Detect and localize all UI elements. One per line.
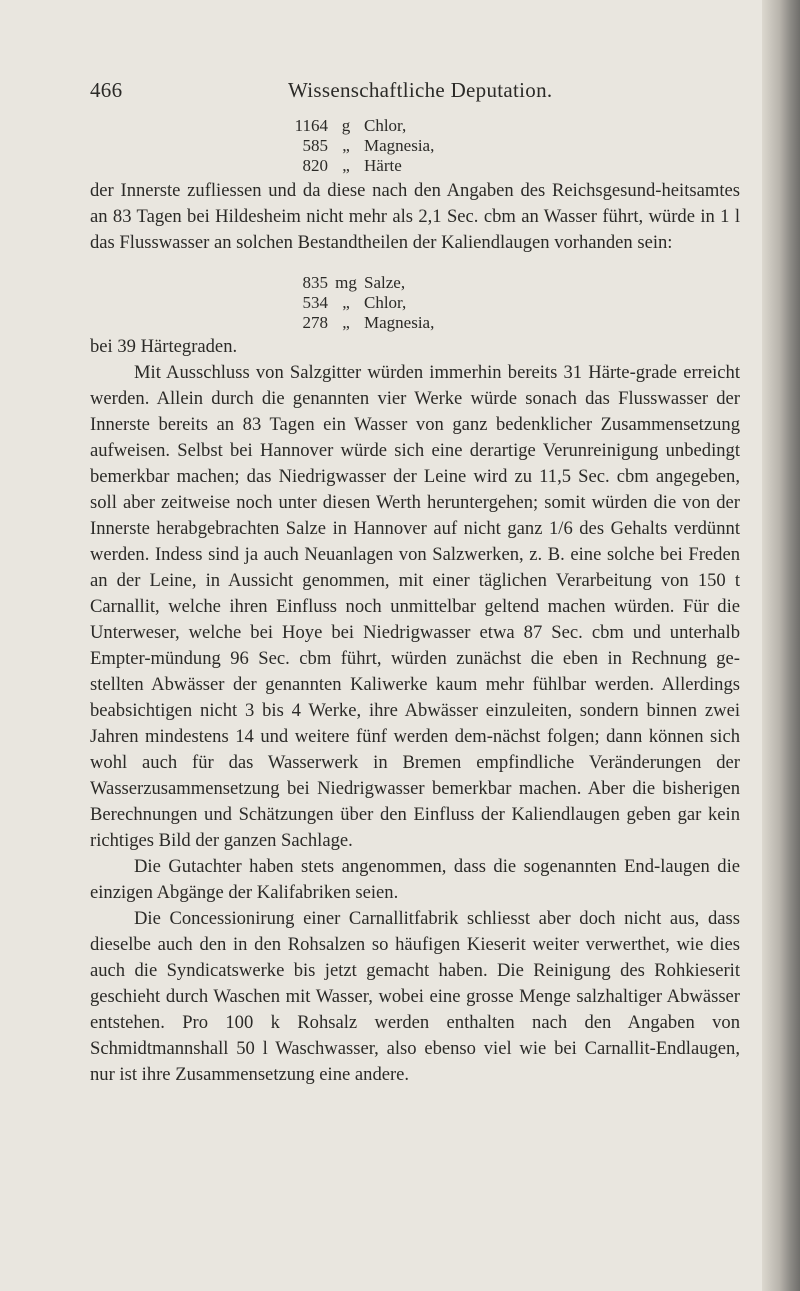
paragraph: der Innerste zufliessen und da diese nach den Angaben des Reichsgesund-heitsamtes an 83 Tagen bei Hildesheim nicht mehr als 2,1 Sec. cbm an Wasser führt, würde in 1 l das Flusswasser an solchen Bestandtheilen der Kaliendlaugen vorhanden sein: xyxy=(90,180,740,253)
table-value: 534 xyxy=(302,293,328,312)
table-substance: Salze, xyxy=(364,273,406,292)
table-row xyxy=(288,116,434,136)
table-substance: Härte xyxy=(364,156,402,175)
table-row xyxy=(288,293,434,313)
composition-table-1 xyxy=(288,116,434,176)
table-substance: Chlor, xyxy=(364,293,407,312)
table-value: 1164 xyxy=(294,116,328,135)
table-substance: Chlor, xyxy=(364,116,407,135)
composition-table-2 xyxy=(288,273,434,333)
table-unit: mg xyxy=(335,273,357,292)
table-row xyxy=(288,136,434,156)
table-value: 585 xyxy=(302,136,328,155)
running-head: Wissenschaftliche Deputation. xyxy=(288,78,553,102)
page-number: 466 xyxy=(90,78,123,102)
table-value: 835 xyxy=(302,273,328,292)
table-unit: „ xyxy=(342,156,350,175)
table-unit: g xyxy=(341,116,351,135)
table-value: 820 xyxy=(302,156,328,175)
text-block-2 xyxy=(90,334,740,1088)
table-unit: „ xyxy=(342,136,350,155)
paragraph: Die Concessionirung einer Carnallitfabrik schliesst aber doch nicht aus, dass dieselbe auch den in den Rohsalzen so häufigen Kieserit weiter verwerthet, wie dies auch die Syndicatswerke bis jetzt gemacht haben. Die Reinigung des Rohkieserit geschieht durch Waschen mit Wasser, wobei eine grosse Menge salzhaltiger Abwässer entstehen. Pro 100 k Rohsalz werden enthalten nach den Angaben von Schmidtmannshall 50 l Waschwasser, also ebenso viel wie bei Carnallit-Endlaugen, nur ist ihre Zusammensetzung eine andere. xyxy=(90,908,740,1085)
table-row xyxy=(288,273,434,293)
table-row xyxy=(288,313,434,333)
table-unit: „ xyxy=(342,313,350,332)
page-header xyxy=(90,78,740,108)
table-substance: Magnesia, xyxy=(364,136,435,155)
page-edge-shadow xyxy=(762,0,800,1291)
table-row xyxy=(288,156,434,176)
paragraph: bei 39 Härtegraden. xyxy=(90,336,238,357)
table-substance: Magnesia, xyxy=(364,313,435,332)
table-value: 278 xyxy=(302,313,328,332)
paragraph: Die Gutachter haben stets angenommen, dass die sogenannten End-laugen die einzigen Abgänge der Kalifabriken seien. xyxy=(90,856,740,903)
table-unit: „ xyxy=(342,293,350,312)
paragraph: Mit Ausschluss von Salzgitter würden immerhin bereits 31 Härte-grade erreicht werden. Allein durch die genannten vier Werke würde sonach das Flusswasser der Innerste bereits an 83 Tagen ein Wasser von ganz bedenklicher Zusammensetzung aufweisen. Selbst bei Hannover würde sich eine derartige Verunreinigung unbedingt bemerkbar machen; das Niedrigwasser der Leine wird zu 11,5 Sec. cbm angegeben, soll aber zeitweise noch unter diesen Werth heruntergehen; somit würden die von der Innerste herabgebrachten Salze in Hannover auf nicht ganz 1/6 des Gehalts verdünnt werden. Indess sind ja auch Neuanlagen von Salzwerken, z. B. eine solche bei Freden an der Leine, in Aussicht genommen, mit einer täglichen Verarbeitung von 150 t Carnallit, welche ihren Einfluss noch unmittelbar geltend machen würden. Für die Unterweser, welche bei Hoye bei Niedrigwasser etwa 87 Sec. cbm und unterhalb Empter-mündung 96 Sec. cbm führt, würden zunächst die eben in Rechnung ge-stellten Abwässer der genannten Kaliwerke kaum mehr fühlbar werden. Allerdings beabsichtigen nicht 3 bis 4 Werke, ihre Abwässer einzuleiten, sondern binnen zwei Jahren mindestens 14 und weitere fünf werden dem-nächst folgen; dann können sich wohl auch für das Wasserwerk in Bremen empfindliche Veränderungen der Wasserzusammensetzung bei Niedrigwasser bemerkbar machen. Aber die bisherigen Berechnungen und Schätzungen über den Einfluss der Kaliendlaugen geben gar kein richtiges Bild der ganzen Sachlage. xyxy=(90,362,740,851)
text-block-1 xyxy=(90,178,740,256)
